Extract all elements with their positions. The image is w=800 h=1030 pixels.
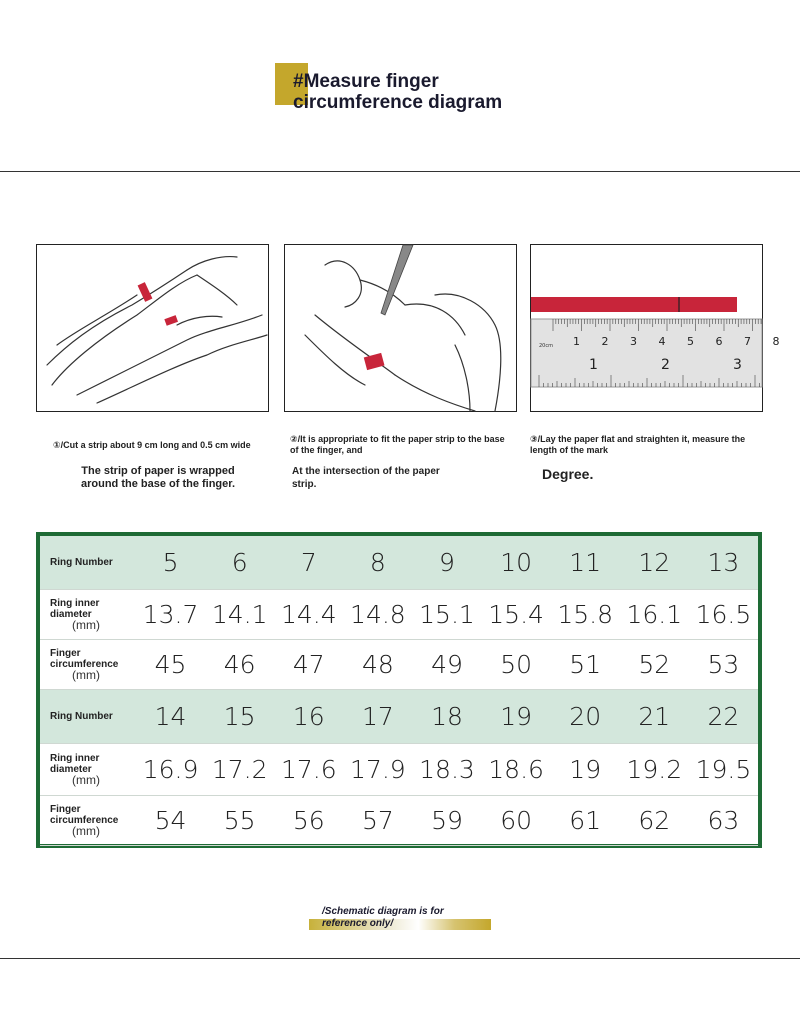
footnote-text	[322, 906, 444, 930]
step3-caption: Degree.	[542, 466, 594, 482]
table-cell: 15.4	[488, 600, 544, 629]
table-cell: 16.5	[695, 600, 752, 629]
table-cell: 13.7	[142, 600, 199, 629]
top-divider	[0, 171, 800, 172]
row-values	[136, 755, 758, 784]
footnote-line-2: reference only/	[322, 918, 394, 929]
ruler-unit-label: 20cm	[539, 343, 553, 349]
table-cell: 53	[707, 650, 740, 679]
ruler-cm-label: 2	[601, 335, 609, 348]
row-values	[136, 548, 758, 577]
table-cell: 55	[223, 806, 256, 835]
row-unit: (mm)	[72, 773, 100, 787]
table-cell: 16.1	[626, 600, 683, 629]
table-cell: 19	[500, 702, 532, 731]
row-label	[40, 711, 136, 722]
table-cell: 47	[292, 650, 325, 679]
table-cell: 48	[361, 650, 394, 679]
table-row	[40, 590, 758, 640]
step2-instruction: ②/It is appropriate to fit the paper strip to the base of the finger, and	[290, 434, 505, 455]
footnote	[309, 906, 491, 930]
title-line-2: circumference diagram	[293, 92, 503, 113]
ruler-illustration	[531, 245, 780, 411]
table-cell: 45	[154, 650, 187, 679]
row-label-text: Ring inner diameter	[50, 753, 100, 775]
table-cell: 13	[707, 548, 740, 577]
table-cell: 62	[638, 806, 671, 835]
ruler-cm-label: 4	[658, 335, 666, 348]
table-cell: 14	[154, 702, 187, 731]
table-cell: 19.2	[626, 755, 683, 784]
bottom-divider	[0, 958, 800, 959]
row-label-text: Ring Number	[50, 711, 113, 722]
step1-instruction: ①/Cut a strip about 9 cm long and 0.5 cm wide	[53, 440, 251, 450]
table-cell: 14.8	[350, 600, 406, 629]
table-row	[40, 796, 758, 846]
table-cell: 54	[154, 806, 187, 835]
table-cell: 18.3	[419, 755, 475, 784]
table-cell: 15.1	[419, 600, 475, 629]
table-cell: 51	[569, 650, 602, 679]
row-unit: (mm)	[72, 824, 100, 838]
row-label-text: Ring Number	[50, 557, 113, 568]
table-cell: 56	[292, 806, 325, 835]
table-row	[40, 536, 758, 590]
table-cell: 18	[431, 702, 463, 731]
row-label	[40, 753, 136, 786]
ruler-inch-label: 3	[733, 357, 742, 373]
table-cell: 14.4	[280, 600, 337, 629]
ruler-inch-label: 2	[661, 357, 670, 373]
table-cell: 22	[707, 702, 740, 731]
paper-strip-ring	[364, 353, 385, 370]
row-label	[40, 648, 136, 681]
ruler-cm-label: 3	[630, 335, 637, 348]
ruler-inch-label: 1	[589, 357, 598, 373]
step2-caption: At the intersection of the paper strip.	[292, 466, 440, 490]
table-cell: 59	[431, 806, 463, 835]
table-cell: 6	[231, 548, 248, 577]
row-values	[136, 702, 758, 731]
table-cell: 63	[707, 806, 740, 835]
table-cell: 49	[431, 650, 463, 679]
table-cell: 8	[369, 548, 386, 577]
table-cell: 61	[569, 806, 602, 835]
ruler-cm-label: 7	[744, 335, 751, 348]
table-cell: 50	[500, 650, 532, 679]
row-unit: (mm)	[72, 668, 100, 682]
step1-illustration	[36, 244, 269, 412]
step1-caption: The strip of paper is wrapped around the base of the finger.	[80, 465, 236, 490]
table-cell: 16.9	[142, 755, 199, 784]
row-label-text: Finger circumference	[50, 804, 119, 826]
ruler-cm-label: 8	[772, 335, 780, 348]
hand-wrap-illustration	[37, 245, 268, 411]
row-values	[136, 650, 758, 679]
table-cell: 9	[439, 548, 455, 577]
table-row	[40, 690, 758, 744]
marking-illustration	[285, 245, 516, 411]
row-values	[136, 600, 758, 629]
paper-strip-mark	[138, 282, 153, 302]
table-cell: 60	[500, 806, 532, 835]
ruler-cm-label: 6	[715, 335, 723, 348]
ring-size-table	[36, 532, 762, 848]
table-cell: 17.6	[280, 755, 337, 784]
row-label-text: Ring inner diameter	[50, 598, 100, 620]
table-cell: 15.8	[557, 600, 614, 629]
row-values	[136, 806, 758, 835]
ruler-cm-label: 5	[687, 335, 694, 348]
table-row	[40, 744, 758, 796]
table-cell: 19	[569, 755, 602, 784]
table-cell: 12	[638, 548, 671, 577]
table-cell: 16	[292, 702, 325, 731]
page-title	[293, 71, 553, 113]
table-cell: 11	[569, 548, 602, 577]
table-cell: 17	[361, 702, 394, 731]
table-cell: 46	[223, 650, 256, 679]
table-cell: 21	[638, 702, 671, 731]
row-unit: (mm)	[72, 618, 100, 632]
ruler-cm-label: 1	[573, 335, 580, 348]
table-cell: 10	[500, 548, 532, 577]
paper-strip-ring	[164, 315, 178, 326]
ruler	[531, 319, 762, 387]
table-cell: 52	[638, 650, 671, 679]
table-cell: 20	[569, 702, 602, 731]
row-label	[40, 598, 136, 631]
table-cell: 14.1	[211, 600, 268, 629]
table-row	[40, 640, 758, 690]
table-cell: 19.5	[695, 755, 752, 784]
row-label	[40, 804, 136, 837]
table-cell: 7	[300, 548, 317, 577]
title-line-1: #Measure finger	[293, 71, 439, 92]
step3-illustration	[530, 244, 780, 412]
table-cell: 15	[223, 702, 256, 731]
row-label-text: Finger circumference	[50, 648, 119, 670]
table-cell: 17.2	[211, 755, 268, 784]
row-label	[40, 557, 136, 568]
step2-illustration	[284, 244, 517, 412]
step3-instruction: ③/Lay the paper flat and straighten it, measure the length of the mark	[530, 434, 746, 455]
table-cell: 57	[361, 806, 394, 835]
table-cell: 18.6	[488, 755, 544, 784]
table-cell: 17.9	[350, 755, 406, 784]
paper-strip	[531, 297, 737, 312]
table-cell: 5	[162, 548, 179, 577]
footnote-line-1: /Schematic diagram is for	[322, 906, 444, 917]
